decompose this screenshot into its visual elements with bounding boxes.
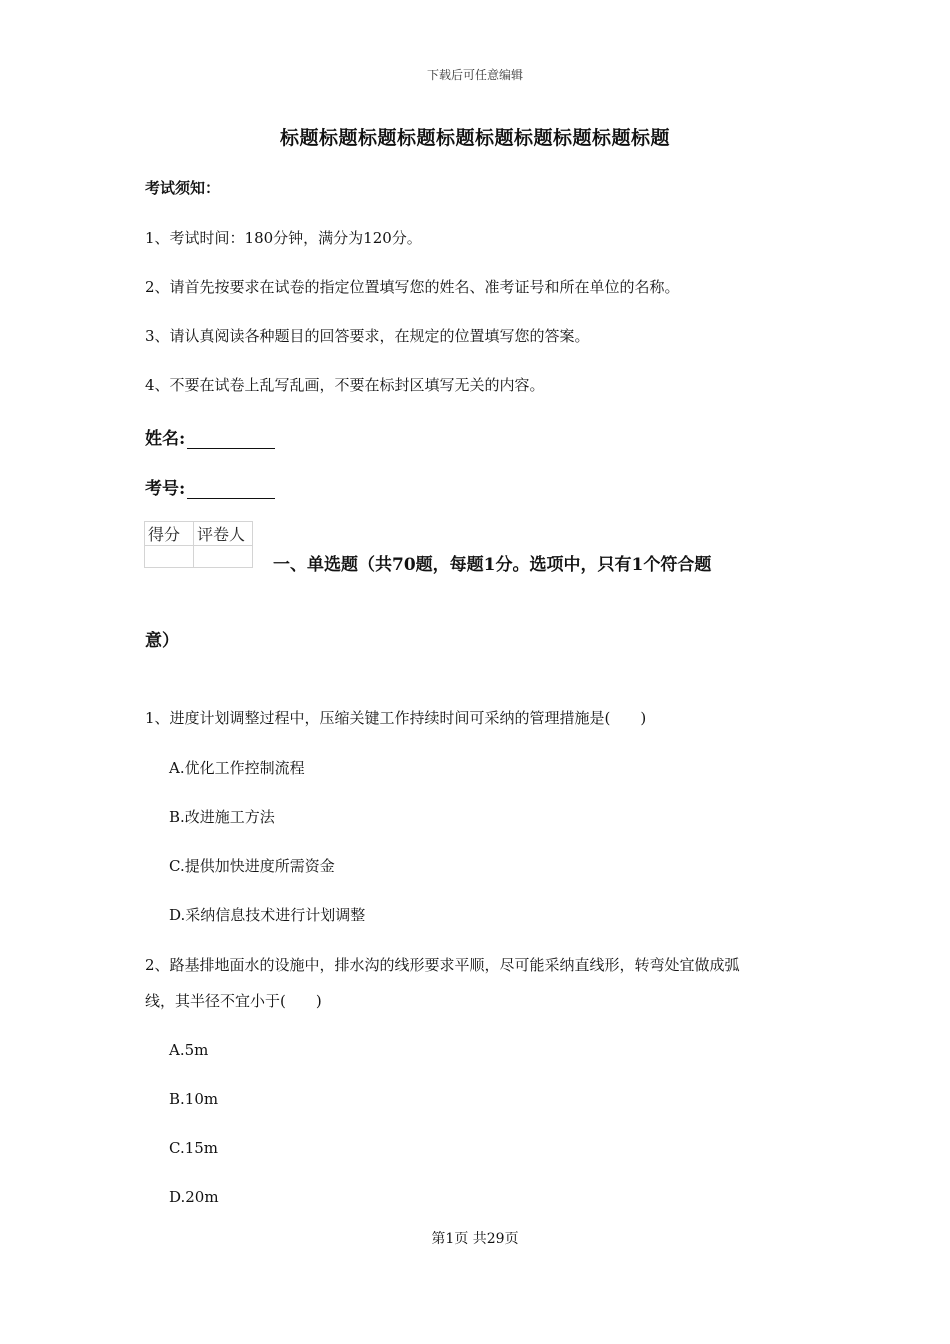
score-cell: [145, 546, 194, 568]
score-header: 得分: [145, 522, 194, 546]
name-blank-line: [187, 430, 275, 449]
name-field: [145, 424, 275, 449]
notice-rule: 2、请首先按要求在试卷的指定位置填写您的姓名、准考证号和所在单位的名称。: [145, 278, 680, 296]
header-note: 下载后可任意编辑: [426, 68, 523, 82]
section-title: 一、单选题（共70题，每题1分。选项中，只有1个符合题: [273, 555, 712, 575]
question-1-option-a: A.优化工作控制流程: [169, 759, 305, 777]
question-1-option-d: D.采纳信息技术进行计划调整: [169, 906, 366, 924]
name-label: 姓名:: [145, 429, 186, 449]
score-table-empty-row: [145, 546, 253, 568]
score-table: [144, 521, 253, 568]
question-2-option-b: B.10m: [169, 1090, 219, 1108]
score-table-header-row: [145, 522, 253, 546]
grader-cell: [194, 546, 253, 568]
notice-rule: 3、请认真阅读各种题目的回答要求，在规定的位置填写您的答案。: [145, 327, 590, 345]
document-title: 标题标题标题标题标题标题标题标题标题标题: [279, 127, 670, 149]
grader-header: 评卷人: [194, 522, 253, 546]
notice-heading: 考试须知：: [145, 179, 221, 197]
page-number: 第1页 共29页: [431, 1231, 519, 1247]
question-1-option-c: C.提供加快进度所需资金: [169, 857, 335, 875]
notice-rule: 4、不要在试卷上乱写乱画，不要在标封区填写无关的内容。: [145, 376, 545, 394]
question-1-option-b: B.改进施工方法: [169, 808, 275, 826]
question-2-option-c: C.15m: [169, 1139, 219, 1157]
exam-id-field: [145, 474, 275, 499]
question-2-text-continued: 线，其半径不宜小于( ): [145, 992, 322, 1010]
question-2-option-d: D.20m: [169, 1188, 219, 1206]
question-1-text: 1、进度计划调整过程中，压缩关键工作持续时间可采纳的管理措施是( ): [145, 709, 647, 727]
section-title-continued: 意）: [145, 631, 179, 651]
question-2-text: 2、路基排地面水的设施中，排水沟的线形要求平顺，尽可能采纳直线形，转弯处宜做成弧: [145, 956, 740, 974]
exam-id-blank-line: [187, 480, 275, 499]
exam-id-label: 考号:: [145, 479, 186, 499]
question-2-option-a: A.5m: [169, 1041, 209, 1059]
notice-rule: 1、考试时间：180分钟，满分为120分。: [145, 229, 422, 247]
